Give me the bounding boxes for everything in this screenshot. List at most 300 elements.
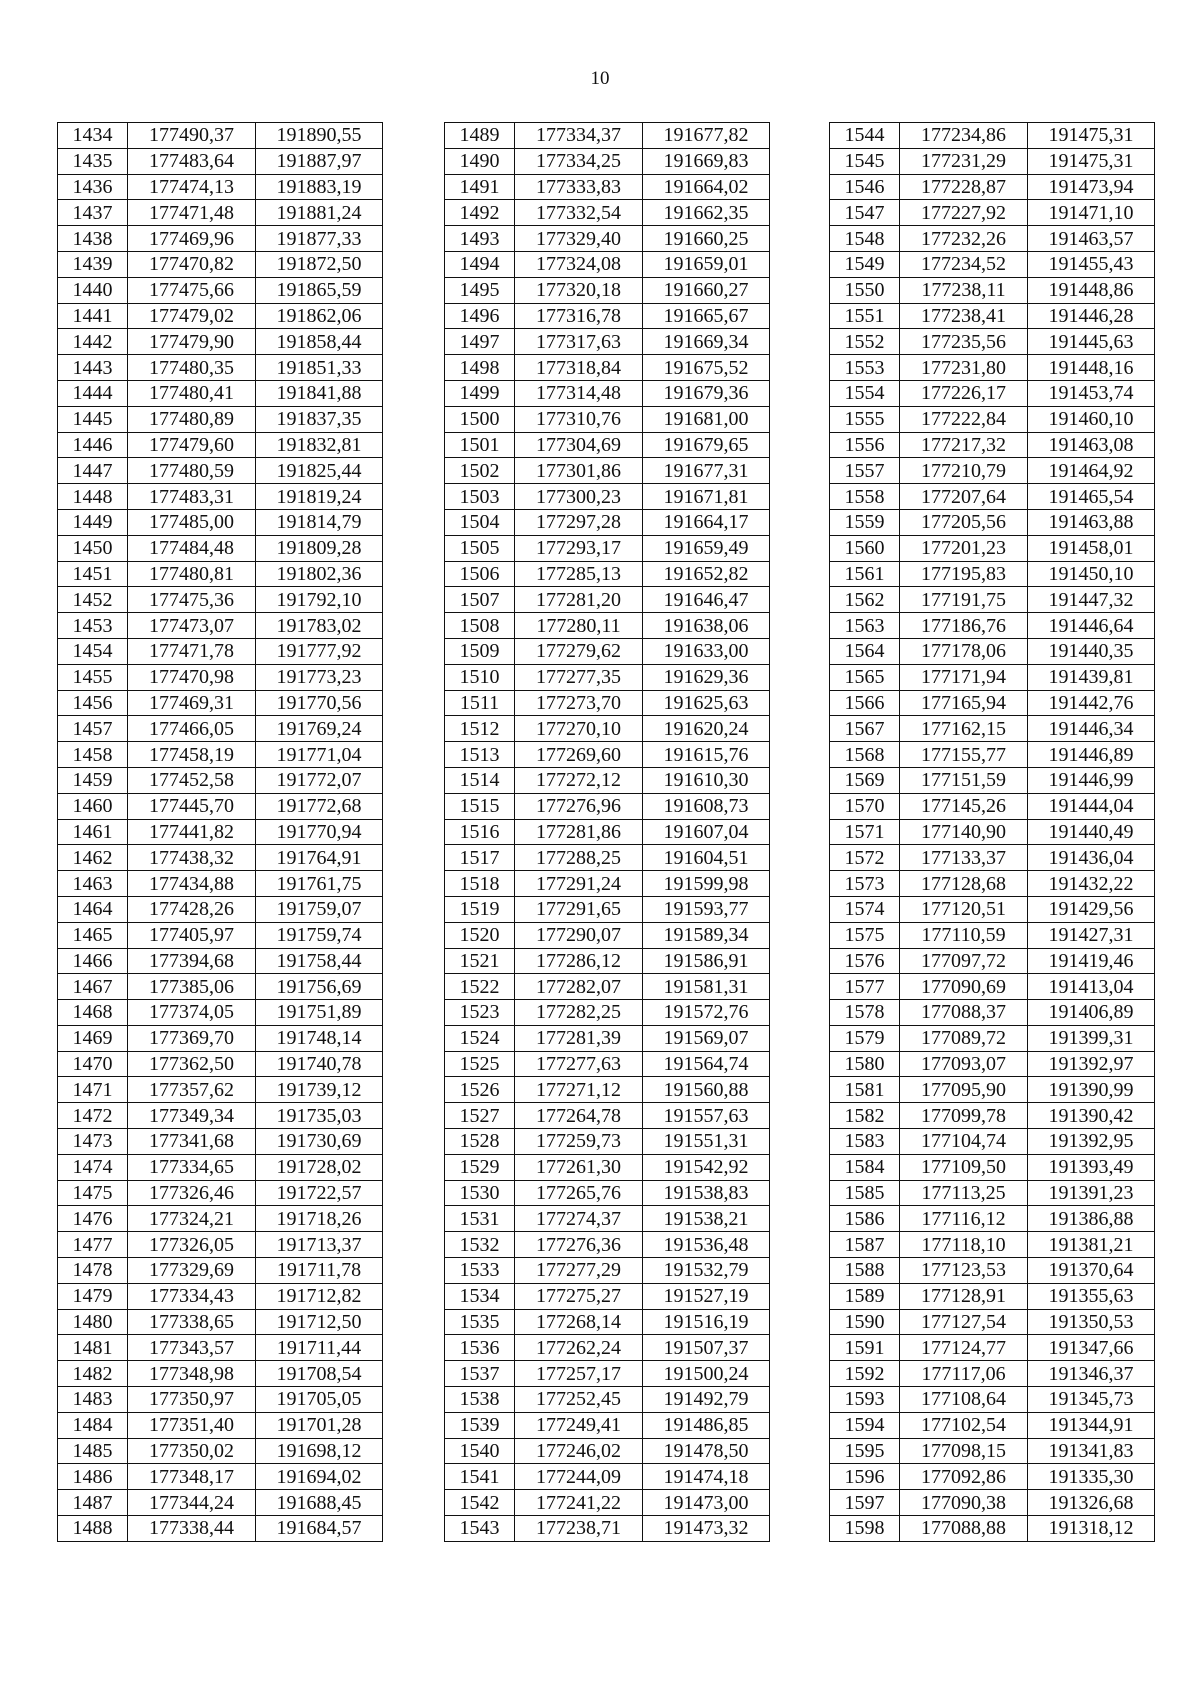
x-coordinate-cell: 177277,63 xyxy=(515,1051,643,1077)
x-coordinate-cell: 177291,65 xyxy=(515,896,643,922)
point-number-cell: 1479 xyxy=(58,1283,128,1309)
y-coordinate-cell: 191665,67 xyxy=(643,303,770,329)
x-coordinate-cell: 177474,13 xyxy=(128,174,256,200)
y-coordinate-cell: 191783,02 xyxy=(256,613,383,639)
x-coordinate-cell: 177113,25 xyxy=(900,1180,1028,1206)
point-number-cell: 1512 xyxy=(445,716,515,742)
x-coordinate-cell: 177362,50 xyxy=(128,1051,256,1077)
x-coordinate-cell: 177241,22 xyxy=(515,1490,643,1516)
table-row xyxy=(58,1025,383,1051)
y-coordinate-cell: 191560,88 xyxy=(643,1077,770,1103)
x-coordinate-cell: 177093,07 xyxy=(900,1051,1028,1077)
table-row xyxy=(830,329,1155,355)
point-number-cell: 1536 xyxy=(445,1335,515,1361)
point-number-cell: 1495 xyxy=(445,277,515,303)
x-coordinate-cell: 177228,87 xyxy=(900,174,1028,200)
point-number-cell: 1585 xyxy=(830,1180,900,1206)
point-number-cell: 1560 xyxy=(830,535,900,561)
x-coordinate-cell: 177269,60 xyxy=(515,742,643,768)
point-number-cell: 1563 xyxy=(830,613,900,639)
table-row xyxy=(58,638,383,664)
point-number-cell: 1468 xyxy=(58,1000,128,1026)
table-row xyxy=(58,432,383,458)
point-number-cell: 1443 xyxy=(58,355,128,381)
table-row xyxy=(445,1438,770,1464)
y-coordinate-cell: 191392,95 xyxy=(1028,1129,1155,1155)
point-number-cell: 1505 xyxy=(445,535,515,561)
x-coordinate-cell: 177271,12 xyxy=(515,1077,643,1103)
point-number-cell: 1535 xyxy=(445,1309,515,1335)
point-number-cell: 1530 xyxy=(445,1180,515,1206)
table-row xyxy=(445,535,770,561)
y-coordinate-cell: 191881,24 xyxy=(256,200,383,226)
y-coordinate-cell: 191406,89 xyxy=(1028,1000,1155,1026)
x-coordinate-cell: 177279,62 xyxy=(515,638,643,664)
point-number-cell: 1567 xyxy=(830,716,900,742)
point-number-cell: 1472 xyxy=(58,1103,128,1129)
point-number-cell: 1564 xyxy=(830,638,900,664)
y-coordinate-cell: 191446,34 xyxy=(1028,716,1155,742)
table-row xyxy=(830,535,1155,561)
table-row xyxy=(830,1490,1155,1516)
x-coordinate-cell: 177304,69 xyxy=(515,432,643,458)
point-number-cell: 1438 xyxy=(58,226,128,252)
y-coordinate-cell: 191527,19 xyxy=(643,1283,770,1309)
x-coordinate-cell: 177244,09 xyxy=(515,1464,643,1490)
x-coordinate-cell: 177314,48 xyxy=(515,380,643,406)
table-row xyxy=(58,1464,383,1490)
x-coordinate-cell: 177207,64 xyxy=(900,484,1028,510)
x-coordinate-cell: 177471,78 xyxy=(128,638,256,664)
y-coordinate-cell: 191761,75 xyxy=(256,871,383,897)
y-coordinate-cell: 191629,36 xyxy=(643,664,770,690)
table-row xyxy=(58,1077,383,1103)
x-coordinate-cell: 177145,26 xyxy=(900,793,1028,819)
point-number-cell: 1450 xyxy=(58,535,128,561)
coordinate-table-3 xyxy=(829,122,1155,1542)
y-coordinate-cell: 191445,63 xyxy=(1028,329,1155,355)
table-row xyxy=(445,793,770,819)
y-coordinate-cell: 191500,24 xyxy=(643,1361,770,1387)
point-number-cell: 1553 xyxy=(830,355,900,381)
table-row xyxy=(58,742,383,768)
table-row xyxy=(830,845,1155,871)
y-coordinate-cell: 191326,68 xyxy=(1028,1490,1155,1516)
x-coordinate-cell: 177232,26 xyxy=(900,226,1028,252)
table-row xyxy=(830,664,1155,690)
x-coordinate-cell: 177246,02 xyxy=(515,1438,643,1464)
table-row xyxy=(830,1180,1155,1206)
table-row xyxy=(830,587,1155,613)
y-coordinate-cell: 191837,35 xyxy=(256,406,383,432)
y-coordinate-cell: 191740,78 xyxy=(256,1051,383,1077)
y-coordinate-cell: 191446,89 xyxy=(1028,742,1155,768)
table-row xyxy=(58,226,383,252)
y-coordinate-cell: 191390,42 xyxy=(1028,1103,1155,1129)
y-coordinate-cell: 191586,91 xyxy=(643,948,770,974)
point-number-cell: 1577 xyxy=(830,974,900,1000)
x-coordinate-cell: 177277,29 xyxy=(515,1258,643,1284)
point-number-cell: 1540 xyxy=(445,1438,515,1464)
x-coordinate-cell: 177394,68 xyxy=(128,948,256,974)
y-coordinate-cell: 191712,82 xyxy=(256,1283,383,1309)
x-coordinate-cell: 177480,35 xyxy=(128,355,256,381)
x-coordinate-cell: 177123,53 xyxy=(900,1258,1028,1284)
point-number-cell: 1554 xyxy=(830,380,900,406)
x-coordinate-cell: 177282,25 xyxy=(515,1000,643,1026)
point-number-cell: 1571 xyxy=(830,819,900,845)
x-coordinate-cell: 177116,12 xyxy=(900,1206,1028,1232)
point-number-cell: 1478 xyxy=(58,1258,128,1284)
point-number-cell: 1525 xyxy=(445,1051,515,1077)
point-number-cell: 1582 xyxy=(830,1103,900,1129)
table-row xyxy=(830,948,1155,974)
x-coordinate-cell: 177104,74 xyxy=(900,1129,1028,1155)
x-coordinate-cell: 177205,56 xyxy=(900,509,1028,535)
x-coordinate-cell: 177473,07 xyxy=(128,613,256,639)
point-number-cell: 1462 xyxy=(58,845,128,871)
x-coordinate-cell: 177277,35 xyxy=(515,664,643,690)
table-row xyxy=(445,1309,770,1335)
x-coordinate-cell: 177235,56 xyxy=(900,329,1028,355)
point-number-cell: 1489 xyxy=(445,123,515,149)
table-row xyxy=(830,1516,1155,1542)
point-number-cell: 1445 xyxy=(58,406,128,432)
x-coordinate-cell: 177124,77 xyxy=(900,1335,1028,1361)
table-row xyxy=(830,1309,1155,1335)
x-coordinate-cell: 177231,29 xyxy=(900,148,1028,174)
x-coordinate-cell: 177276,96 xyxy=(515,793,643,819)
x-coordinate-cell: 177098,15 xyxy=(900,1438,1028,1464)
table-row xyxy=(830,1412,1155,1438)
y-coordinate-cell: 191473,94 xyxy=(1028,174,1155,200)
x-coordinate-cell: 177089,72 xyxy=(900,1025,1028,1051)
x-coordinate-cell: 177238,71 xyxy=(515,1516,643,1542)
y-coordinate-cell: 191463,08 xyxy=(1028,432,1155,458)
x-coordinate-cell: 177405,97 xyxy=(128,922,256,948)
x-coordinate-cell: 177300,23 xyxy=(515,484,643,510)
table-row xyxy=(58,1180,383,1206)
point-number-cell: 1523 xyxy=(445,1000,515,1026)
y-coordinate-cell: 191599,98 xyxy=(643,871,770,897)
point-number-cell: 1529 xyxy=(445,1154,515,1180)
x-coordinate-cell: 177226,17 xyxy=(900,380,1028,406)
y-coordinate-cell: 191684,57 xyxy=(256,1516,383,1542)
table-row xyxy=(830,355,1155,381)
table-row xyxy=(58,767,383,793)
table-row xyxy=(58,613,383,639)
y-coordinate-cell: 191532,79 xyxy=(643,1258,770,1284)
y-coordinate-cell: 191671,81 xyxy=(643,484,770,510)
point-number-cell: 1470 xyxy=(58,1051,128,1077)
table-row xyxy=(445,1180,770,1206)
table-row xyxy=(445,303,770,329)
table-row xyxy=(58,716,383,742)
table-row xyxy=(445,922,770,948)
point-number-cell: 1484 xyxy=(58,1412,128,1438)
y-coordinate-cell: 191722,57 xyxy=(256,1180,383,1206)
point-number-cell: 1588 xyxy=(830,1258,900,1284)
table-row xyxy=(445,123,770,149)
table-row xyxy=(58,793,383,819)
point-number-cell: 1565 xyxy=(830,664,900,690)
table-row xyxy=(58,355,383,381)
x-coordinate-cell: 177480,89 xyxy=(128,406,256,432)
table-row xyxy=(58,1283,383,1309)
y-coordinate-cell: 191355,63 xyxy=(1028,1283,1155,1309)
y-coordinate-cell: 191679,36 xyxy=(643,380,770,406)
x-coordinate-cell: 177479,60 xyxy=(128,432,256,458)
point-number-cell: 1568 xyxy=(830,742,900,768)
point-number-cell: 1469 xyxy=(58,1025,128,1051)
x-coordinate-cell: 177155,77 xyxy=(900,742,1028,768)
table-row xyxy=(445,845,770,871)
point-number-cell: 1533 xyxy=(445,1258,515,1284)
x-coordinate-cell: 177334,43 xyxy=(128,1283,256,1309)
y-coordinate-cell: 191711,78 xyxy=(256,1258,383,1284)
point-number-cell: 1548 xyxy=(830,226,900,252)
y-coordinate-cell: 191698,12 xyxy=(256,1438,383,1464)
x-coordinate-cell: 177270,10 xyxy=(515,716,643,742)
y-coordinate-cell: 191669,34 xyxy=(643,329,770,355)
x-coordinate-cell: 177475,66 xyxy=(128,277,256,303)
y-coordinate-cell: 191718,26 xyxy=(256,1206,383,1232)
y-coordinate-cell: 191701,28 xyxy=(256,1412,383,1438)
point-number-cell: 1579 xyxy=(830,1025,900,1051)
table-row xyxy=(830,690,1155,716)
y-coordinate-cell: 191569,07 xyxy=(643,1025,770,1051)
table-row xyxy=(58,922,383,948)
y-coordinate-cell: 191677,31 xyxy=(643,458,770,484)
table-row xyxy=(830,432,1155,458)
point-number-cell: 1496 xyxy=(445,303,515,329)
table-row xyxy=(830,1051,1155,1077)
table-row xyxy=(830,871,1155,897)
table-row xyxy=(58,587,383,613)
point-number-cell: 1454 xyxy=(58,638,128,664)
y-coordinate-cell: 191593,77 xyxy=(643,896,770,922)
y-coordinate-cell: 191350,53 xyxy=(1028,1309,1155,1335)
point-number-cell: 1531 xyxy=(445,1206,515,1232)
table-row xyxy=(830,1258,1155,1284)
point-number-cell: 1436 xyxy=(58,174,128,200)
y-coordinate-cell: 191492,79 xyxy=(643,1387,770,1413)
coordinate-table-1 xyxy=(57,122,383,1542)
x-coordinate-cell: 177281,86 xyxy=(515,819,643,845)
point-number-cell: 1465 xyxy=(58,922,128,948)
y-coordinate-cell: 191390,99 xyxy=(1028,1077,1155,1103)
x-coordinate-cell: 177485,00 xyxy=(128,509,256,535)
page-number: 10 xyxy=(590,68,610,89)
table-row xyxy=(830,458,1155,484)
point-number-cell: 1471 xyxy=(58,1077,128,1103)
x-coordinate-cell: 177333,83 xyxy=(515,174,643,200)
table-row xyxy=(445,896,770,922)
y-coordinate-cell: 191444,04 xyxy=(1028,793,1155,819)
table-row xyxy=(445,613,770,639)
point-number-cell: 1458 xyxy=(58,742,128,768)
x-coordinate-cell: 177458,19 xyxy=(128,742,256,768)
table-row xyxy=(58,535,383,561)
point-number-cell: 1590 xyxy=(830,1309,900,1335)
x-coordinate-cell: 177469,96 xyxy=(128,226,256,252)
table-row xyxy=(445,1412,770,1438)
table-row xyxy=(830,922,1155,948)
x-coordinate-cell: 177120,51 xyxy=(900,896,1028,922)
point-number-cell: 1517 xyxy=(445,845,515,871)
table-row xyxy=(445,1258,770,1284)
point-number-cell: 1584 xyxy=(830,1154,900,1180)
x-coordinate-cell: 177434,88 xyxy=(128,871,256,897)
table-row xyxy=(830,1335,1155,1361)
y-coordinate-cell: 191419,46 xyxy=(1028,948,1155,974)
table-row xyxy=(445,484,770,510)
x-coordinate-cell: 177268,14 xyxy=(515,1309,643,1335)
table-row xyxy=(445,1387,770,1413)
point-number-cell: 1493 xyxy=(445,226,515,252)
x-coordinate-cell: 177274,37 xyxy=(515,1206,643,1232)
point-number-cell: 1452 xyxy=(58,587,128,613)
table-row xyxy=(830,1464,1155,1490)
point-number-cell: 1539 xyxy=(445,1412,515,1438)
x-coordinate-cell: 177272,12 xyxy=(515,767,643,793)
table-row xyxy=(445,1154,770,1180)
x-coordinate-cell: 177334,37 xyxy=(515,123,643,149)
y-coordinate-cell: 191557,63 xyxy=(643,1103,770,1129)
x-coordinate-cell: 177385,06 xyxy=(128,974,256,1000)
point-number-cell: 1483 xyxy=(58,1387,128,1413)
y-coordinate-cell: 191516,19 xyxy=(643,1309,770,1335)
y-coordinate-cell: 191730,69 xyxy=(256,1129,383,1155)
point-number-cell: 1439 xyxy=(58,251,128,277)
table-row xyxy=(58,974,383,1000)
point-number-cell: 1448 xyxy=(58,484,128,510)
table-row xyxy=(58,174,383,200)
x-coordinate-cell: 177293,17 xyxy=(515,535,643,561)
table-row xyxy=(58,1206,383,1232)
table-row xyxy=(445,638,770,664)
point-number-cell: 1561 xyxy=(830,561,900,587)
y-coordinate-cell: 191890,55 xyxy=(256,123,383,149)
y-coordinate-cell: 191347,66 xyxy=(1028,1335,1155,1361)
table-row xyxy=(445,1103,770,1129)
x-coordinate-cell: 177350,02 xyxy=(128,1438,256,1464)
point-number-cell: 1511 xyxy=(445,690,515,716)
x-coordinate-cell: 177186,76 xyxy=(900,613,1028,639)
x-coordinate-cell: 177210,79 xyxy=(900,458,1028,484)
x-coordinate-cell: 177140,90 xyxy=(900,819,1028,845)
table-row xyxy=(830,819,1155,845)
x-coordinate-cell: 177171,94 xyxy=(900,664,1028,690)
point-number-cell: 1526 xyxy=(445,1077,515,1103)
point-number-cell: 1487 xyxy=(58,1490,128,1516)
x-coordinate-cell: 177110,59 xyxy=(900,922,1028,948)
point-number-cell: 1464 xyxy=(58,896,128,922)
y-coordinate-cell: 191458,01 xyxy=(1028,535,1155,561)
x-coordinate-cell: 177343,57 xyxy=(128,1335,256,1361)
y-coordinate-cell: 191538,83 xyxy=(643,1180,770,1206)
table-row xyxy=(58,1361,383,1387)
x-coordinate-cell: 177484,48 xyxy=(128,535,256,561)
point-number-cell: 1501 xyxy=(445,432,515,458)
table-row xyxy=(830,200,1155,226)
y-coordinate-cell: 191448,86 xyxy=(1028,277,1155,303)
table-row xyxy=(830,767,1155,793)
table-row xyxy=(445,329,770,355)
point-number-cell: 1435 xyxy=(58,148,128,174)
x-coordinate-cell: 177483,64 xyxy=(128,148,256,174)
table-row xyxy=(58,406,383,432)
point-number-cell: 1440 xyxy=(58,277,128,303)
table-row xyxy=(58,509,383,535)
table-row xyxy=(830,406,1155,432)
x-coordinate-cell: 177469,31 xyxy=(128,690,256,716)
x-coordinate-cell: 177326,46 xyxy=(128,1180,256,1206)
point-number-cell: 1480 xyxy=(58,1309,128,1335)
x-coordinate-cell: 177334,25 xyxy=(515,148,643,174)
y-coordinate-cell: 191551,31 xyxy=(643,1129,770,1155)
y-coordinate-cell: 191851,33 xyxy=(256,355,383,381)
table-row xyxy=(830,742,1155,768)
table-row xyxy=(830,1438,1155,1464)
y-coordinate-cell: 191694,02 xyxy=(256,1464,383,1490)
y-coordinate-cell: 191659,01 xyxy=(643,251,770,277)
y-coordinate-cell: 191802,36 xyxy=(256,561,383,587)
x-coordinate-cell: 177102,54 xyxy=(900,1412,1028,1438)
y-coordinate-cell: 191739,12 xyxy=(256,1077,383,1103)
table-row xyxy=(58,1490,383,1516)
table-row xyxy=(58,690,383,716)
x-coordinate-cell: 177290,07 xyxy=(515,922,643,948)
table-row xyxy=(58,1051,383,1077)
x-coordinate-cell: 177475,36 xyxy=(128,587,256,613)
y-coordinate-cell: 191770,56 xyxy=(256,690,383,716)
x-coordinate-cell: 177231,80 xyxy=(900,355,1028,381)
y-coordinate-cell: 191464,92 xyxy=(1028,458,1155,484)
y-coordinate-cell: 191769,24 xyxy=(256,716,383,742)
table-row xyxy=(445,458,770,484)
x-coordinate-cell: 177480,41 xyxy=(128,380,256,406)
point-number-cell: 1510 xyxy=(445,664,515,690)
y-coordinate-cell: 191447,32 xyxy=(1028,587,1155,613)
x-coordinate-cell: 177324,08 xyxy=(515,251,643,277)
y-coordinate-cell: 191463,88 xyxy=(1028,509,1155,535)
x-coordinate-cell: 177097,72 xyxy=(900,948,1028,974)
point-number-cell: 1453 xyxy=(58,613,128,639)
point-number-cell: 1456 xyxy=(58,690,128,716)
x-coordinate-cell: 177324,21 xyxy=(128,1206,256,1232)
x-coordinate-cell: 177108,64 xyxy=(900,1387,1028,1413)
x-coordinate-cell: 177445,70 xyxy=(128,793,256,819)
x-coordinate-cell: 177291,24 xyxy=(515,871,643,897)
y-coordinate-cell: 191370,64 xyxy=(1028,1258,1155,1284)
point-number-cell: 1516 xyxy=(445,819,515,845)
table-row xyxy=(58,277,383,303)
y-coordinate-cell: 191758,44 xyxy=(256,948,383,974)
table-row xyxy=(445,742,770,768)
point-number-cell: 1522 xyxy=(445,974,515,1000)
point-number-cell: 1543 xyxy=(445,1516,515,1542)
point-number-cell: 1545 xyxy=(830,148,900,174)
point-number-cell: 1497 xyxy=(445,329,515,355)
point-number-cell: 1494 xyxy=(445,251,515,277)
table-row xyxy=(58,1103,383,1129)
table-row xyxy=(445,406,770,432)
table-row xyxy=(58,380,383,406)
table-row xyxy=(830,974,1155,1000)
y-coordinate-cell: 191770,94 xyxy=(256,819,383,845)
x-coordinate-cell: 177297,28 xyxy=(515,509,643,535)
